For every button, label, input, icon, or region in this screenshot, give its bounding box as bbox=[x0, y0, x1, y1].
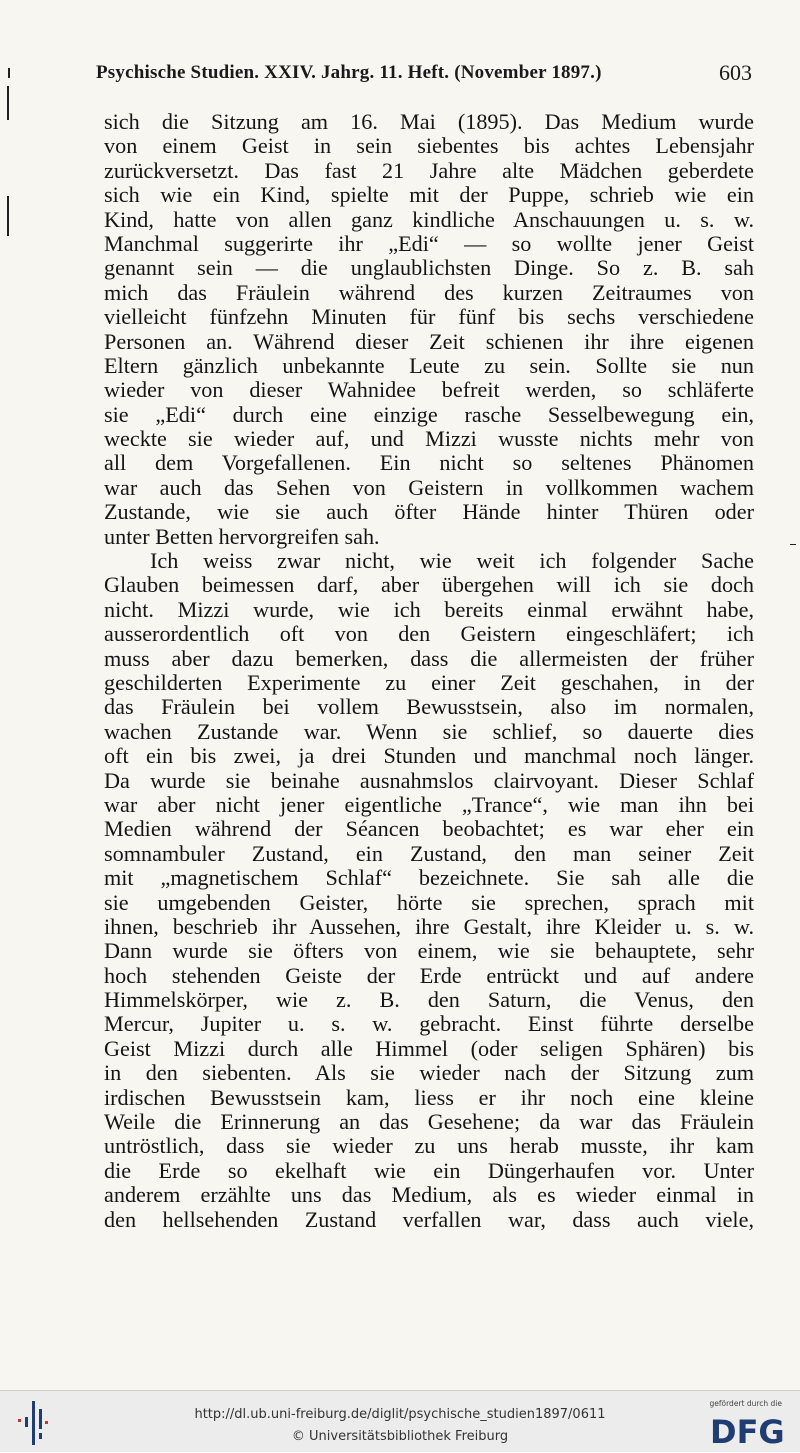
text-line: Himmelskörper, wie z. B. den Saturn, die Venus, den bbox=[104, 987, 754, 1013]
running-head: Psychische Studien. XXIV. Jahrg. 11. Heft. (November 1897.) bbox=[96, 62, 602, 83]
text-line: von einem Geist in sein siebentes bis achtes Lebensjahr bbox=[104, 133, 754, 159]
text-line: das Fräulein bei vollem Bewusstsein, also im normalen, bbox=[104, 694, 754, 720]
text-line: sie „Edi“ durch eine einzige rasche Sesselbewegung ein, bbox=[104, 401, 754, 427]
text-line: war auch das Sehen von Geistern in vollkommen wachem bbox=[104, 474, 754, 500]
text-line: Zustande, wie sie auch öfter Hände hinter Thüren oder bbox=[104, 499, 754, 525]
text-line: Personen an. Während dieser Zeit schienen ihr ihre eigenen bbox=[104, 328, 754, 354]
text-line: Dann wurde sie öfters von einem, wie sie behauptete, sehr bbox=[104, 938, 754, 964]
dfg-logo-icon bbox=[706, 1397, 790, 1449]
text-line: die Erde so ekelhaft wie ein Düngerhaufen vor. Unter bbox=[104, 1157, 754, 1183]
page-number: 603 bbox=[719, 60, 752, 85]
text-line: irdischen Bewusstsein kam, liess er ihr noch eine kleine bbox=[104, 1084, 754, 1110]
text-line: hoch stehenden Geiste der Erde entrückt und auf andere bbox=[104, 962, 754, 988]
text-line: weckte sie wieder auf, und Mizzi wusste nichts mehr von bbox=[104, 426, 754, 452]
text-line: vielleicht fünfzehn Minuten für fünf bis sechs verschiedene bbox=[104, 304, 754, 330]
funding-note: gefördert durch die bbox=[709, 1399, 782, 1408]
text-line: sie umgebenden Geister, hörte sie sprechen, sprach mit bbox=[104, 889, 754, 915]
text-line: mit „magnetischem Schlaf“ bezeichnete. Sie sah alle die bbox=[104, 865, 754, 891]
text-line: geschilderten Experimente zu einer Zeit geschahen, in der bbox=[104, 669, 754, 695]
text-line: ausserordentlich oft von den Geistern eingeschläfert; ich bbox=[104, 621, 754, 647]
text-line: nicht. Mizzi wurde, wie ich bereits einmal erwähnt habe, bbox=[104, 596, 754, 622]
text-line: unter Betten hervorgreifen sah. bbox=[104, 523, 380, 549]
text-line: Medien während der Séancen beobachtet; es war eher ein bbox=[104, 816, 754, 842]
margin-mark bbox=[8, 68, 10, 78]
text-line: ihnen, beschrieb ihr Aussehen, ihre Gestalt, ihre Kleider u. s. w. bbox=[104, 913, 754, 939]
body-text bbox=[104, 110, 754, 1232]
text-line: sich die Sitzung am 16. Mai (1895). Das Medium wurde bbox=[104, 109, 754, 134]
text-line: sich wie ein Kind, spielte mit der Puppe, schrieb wie ein bbox=[104, 182, 754, 208]
text-line: Da wurde sie beinahe ausnahmslos clairvoyant. Dieser Schlaf bbox=[104, 767, 754, 793]
text-line: Mercur, Jupiter u. s. w. gebracht. Einst führte derselbe bbox=[104, 1011, 754, 1037]
text-line: Glauben beimessen darf, aber übergehen will ich sie doch bbox=[104, 572, 754, 598]
text-line: all dem Vorgefallenen. Ein nicht so seltenes Phänomen bbox=[104, 450, 754, 476]
text-line: Ich weiss zwar nicht, wie weit ich folgender Sache bbox=[150, 548, 754, 574]
text-line: Eltern gänzlich unbekannte Leute zu sein. Sollte sie nun bbox=[104, 352, 754, 378]
text-line: untröstlich, dass sie wieder zu uns herab musste, ihr kam bbox=[104, 1133, 754, 1159]
text-line: Weile die Erinnerung an das Gesehene; da war das Fräulein bbox=[104, 1109, 754, 1135]
text-line: Manchmal suggerirte ihr „Edi“ — so wollte jener Geist bbox=[104, 230, 754, 256]
text-line: genannt sein — die unglaublichsten Dinge. So z. B. sah bbox=[104, 255, 754, 281]
text-line: wachen Zustande war. Wenn sie schlief, so dauerte dies bbox=[104, 718, 754, 744]
margin-mark bbox=[7, 86, 9, 120]
text-line: mich das Fräulein während des kurzen Zeitraumes von bbox=[104, 279, 754, 305]
dfg-logo-text: DFG bbox=[710, 1413, 785, 1449]
text-line: den hellsehenden Zustand verfallen war, dass auch viele, bbox=[104, 1206, 754, 1232]
page-header bbox=[96, 60, 752, 90]
margin-mark bbox=[7, 196, 9, 236]
text-line: oft ein bis zwei, ja drei Stunden und manchmal noch länger. bbox=[104, 743, 754, 769]
footer-bar bbox=[0, 1390, 800, 1452]
text-line: in den siebenten. Als sie wieder nach der Sitzung zum bbox=[104, 1060, 754, 1086]
text-line: Geist Mizzi durch alle Himmel (oder seligen Sphären) bis bbox=[104, 1035, 754, 1061]
footer-copyright: © Universitätsbibliothek Freiburg bbox=[291, 1429, 509, 1444]
text-line: zurückversetzt. Das fast 21 Jahre alte Mädchen geberdete bbox=[104, 157, 754, 183]
footer-url[interactable]: http://dl.ub.uni-freiburg.de/diglit/psychische_studien1897/0611 bbox=[194, 1407, 606, 1422]
margin-mark bbox=[790, 544, 796, 545]
text-line: muss aber dazu bemerken, dass die allermeisten der früher bbox=[104, 645, 754, 671]
text-line: anderem erzählte uns das Medium, als es wieder einmal in bbox=[104, 1182, 754, 1208]
text-line: Kind, hatte von allen ganz kindliche Anschauungen u. s. w. bbox=[104, 206, 754, 232]
text-line: wieder von dieser Wahnidee befreit werden, so schläferte bbox=[104, 377, 754, 403]
text-line: war aber nicht jener eigentliche „Trance“, wie man ihn bei bbox=[104, 791, 754, 817]
text-line: somnambuler Zustand, ein Zustand, den man seiner Zeit bbox=[104, 840, 754, 866]
